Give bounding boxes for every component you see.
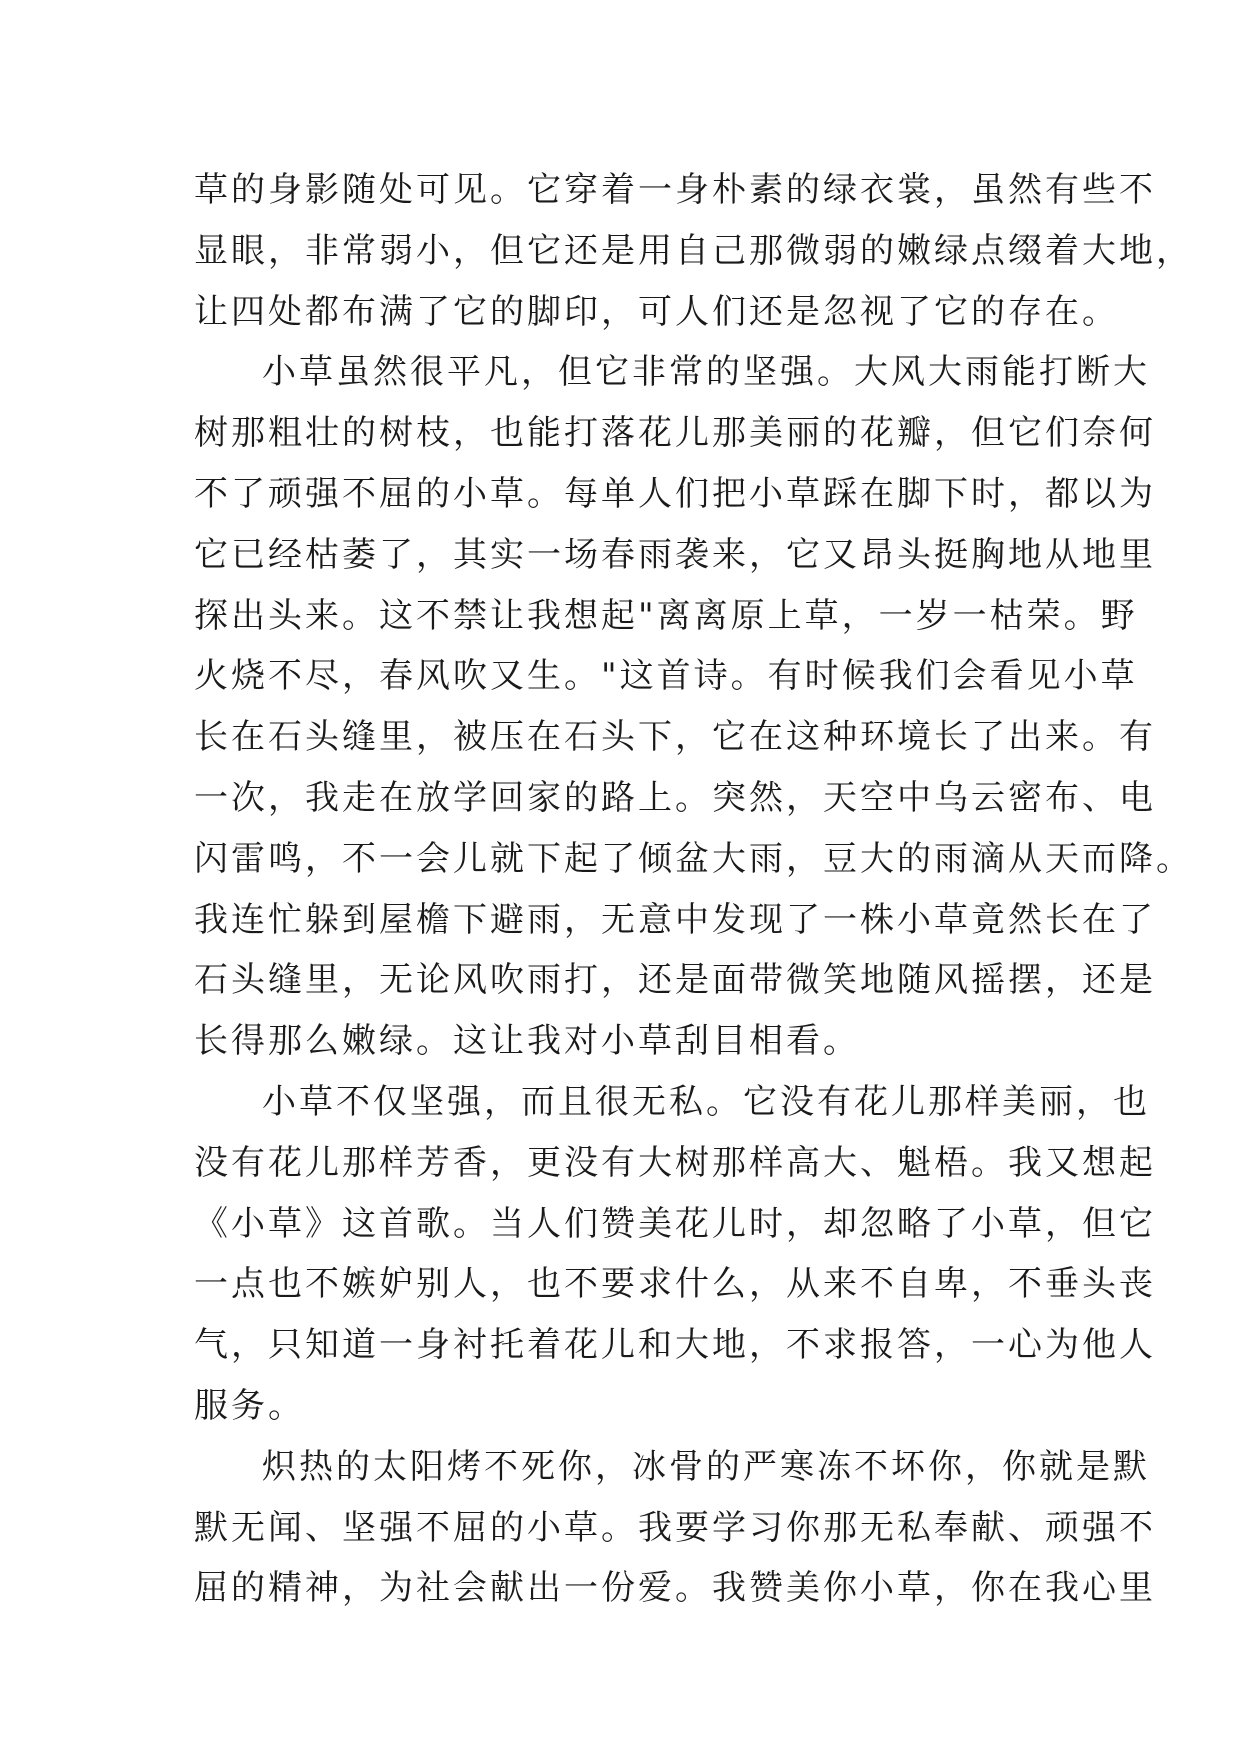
paragraph-first-line: 小草虽然很平凡，但它非常的坚强。大风大雨能打断大 (262, 352, 1150, 393)
text-line: 树那粗壮的树枝，也能打落花儿那美丽的花瓣，但它们奈何 (194, 413, 1156, 454)
paragraph-first-line: 小草不仅坚强，而且很无私。它没有花儿那样美丽，也 (262, 1081, 1150, 1122)
text-line: 没有花儿那样芳香，更没有大树那样高大、魁梧。我又想起 (194, 1142, 1156, 1183)
text-line: 一次，我走在放学回家的路上。突然，天空中乌云密布、电 (194, 777, 1156, 818)
text-line: 不了顽强不屈的小草。每单人们把小草踩在脚下时，都以为 (194, 473, 1156, 514)
text-line: 显眼，非常弱小，但它还是用自己那微弱的嫩绿点缀着大地， (194, 230, 1193, 271)
text-line: 默无闻、坚强不屈的小草。我要学习你那无私奉献、顽强不 (194, 1507, 1156, 1548)
text-line: 火烧不尽，春风吹又生。"这首诗。有时候我们会看见小草 (194, 656, 1138, 697)
text-line: 草的身影随处可见。它穿着一身朴素的绿衣裳，虽然有些不 (194, 170, 1156, 210)
text-line: 石头缝里，无论风吹雨打，还是面带微笑地随风摇摆，还是 (194, 960, 1156, 1001)
text-line: 长在石头缝里，被压在石头下，它在这种环境长了出来。有 (194, 717, 1156, 758)
text-line: 闪雷鸣，不一会儿就下起了倾盆大雨，豆大的雨滴从天而降。 (194, 838, 1193, 879)
text-line: 一点也不嫉妒别人，也不要求什么，从来不自卑，不垂头丧 (194, 1264, 1156, 1305)
essay-body (194, 160, 1193, 1619)
paragraph-first-line: 炽热的太阳烤不死你，冰骨的严寒冻不坏你，你就是默 (262, 1446, 1150, 1487)
text-line: 《小草》这首歌。当人们赞美花儿时，却忽略了小草，但它 (194, 1203, 1156, 1244)
text-line: 探出头来。这不禁让我想起"离离原上草，一岁一枯荣。野 (194, 595, 1138, 636)
text-line: 它已经枯萎了，其实一场春雨袭来，它又昂头挺胸地从地里 (194, 534, 1156, 575)
text-line: 长得那么嫩绿。这让我对小草刮目相看。 (194, 1021, 860, 1062)
text-line: 服务。 (194, 1385, 305, 1426)
text-line: 让四处都布满了它的脚印，可人们还是忽视了它的存在。 (194, 291, 1119, 332)
text-line: 气，只知道一身衬托着花儿和大地，不求报答，一心为他人 (194, 1325, 1156, 1366)
text-line: 我连忙躲到屋檐下避雨，无意中发现了一株小草竟然长在了 (194, 899, 1156, 940)
text-line: 屈的精神，为社会献出一份爱。我赞美你小草，你在我心里 (194, 1568, 1156, 1609)
